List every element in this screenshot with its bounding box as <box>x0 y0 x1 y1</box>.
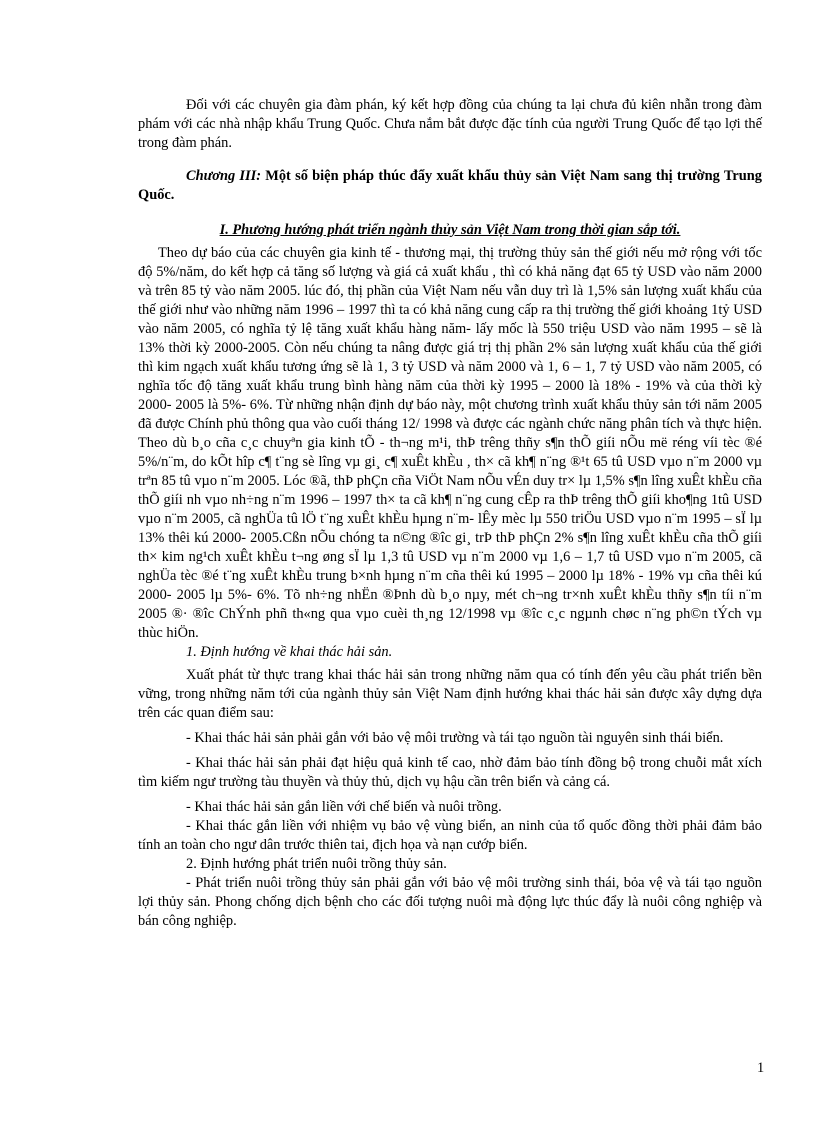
bullet-processing: - Khai thác hải sản gắn liền với chế biến và nuôi trồng. <box>186 799 502 815</box>
page-number: 1 <box>757 1060 765 1076</box>
document-body <box>138 96 762 931</box>
paragraph-fishing-intro: Xuất phát từ thực trang khai thác hải sản trong những năm qua có tính đến yêu cầu phát triển bền vững, trong những năm tới của ngành thủy sản Việt Nam định hướng khai thác hải sản được xây dựng dựa trên các quan điểm sau: <box>138 667 762 721</box>
paragraph-negotiators: Đối với các chuyên gia đàm phán, ký kết hợp đồng của chúng ta lại chưa đủ kiên nhẫn trong đàm phám với các nhà nhập khẩu Trung Quốc. Chưa nắm bắt được đặc tính của người Trung Quốc để tạo lợi thế trong đàm phán. <box>138 97 762 151</box>
bullet-aquaculture: - Phát triển nuôi trồng thủy sản phải gắn với bảo vệ môi trường sinh thái, bỏa vệ và tái tạo nguồn lợi thủy sản. Phong chống dịch bệnh cho các đối tượng nuôi mà động lực thúc đẩy là nuôi công nghiệp và bán công nghiệp. <box>138 875 762 929</box>
paragraph-forecast: Theo dự báo của các chuyên gia kinh tế - thương mại, thị trường thủy sản thế giới nếu mở rộng với tốc độ 5%/năm, do kết hợp cả tăng số lượng và giá cả xuất khẩu , thì có khả năng đạt 65 tỷ USD vào năm 2000 và trên 85 tỷ vào năm 2005. lúc đó, thị phần của Việt Nam nếu vẫn duy trì là 1,5% sản lượng xuất khẩu của thế giới như vào những năm 1996 – 1997 thì ta có khả năng cung cấp ra thị trường thế giới khoảng 1tỷ USD vào năm 2005, có nghĩa tỷ lệ tăng xuất khẩu hàng năm- lấy mốc là 550 triệu USD vào năm 1995 – sẽ là 13% thời kỳ 2000-2005. Còn nếu chúng ta nâng được giá trị thị phần 2% sản lượng xuất khẩu của thế giới thì kim ngạch xuất khẩu tương ứng sẽ là 1, 3 tỷ USD và năm 2000 và 1, 6 – 1, 7 tỷ USD vào năm 2005, có nghĩa tốc độ tăng xuất khẩu trung bình hàng năm của thời kỳ 1995 – 2000 là 18% - 19% và của thời kỳ 2000- 2005 là 5%- 6%. Từ những nhận định dự báo này, một chương trình xuất khẩu thủy sản tới năm 2005 đã được Chính phủ thông qua vào cuối tháng 12/ 1998 và được các ngành chức năng phân tích và thực hiện. Theo dù b¸o cña c¸c chuyªn gia kinh tÕ - th¬ng m¹i, thÞ trêng thñy s¶n thÕ giíi nÕu më réng víi tèc ®é 5%/n¨m, do kÕt hîp c¶ t¨ng sè lîng vµ gi¸ c¶ xuÊt khÈu , th× cã kh¶ n¨ng ®¹t 65 tû USD vµo n¨m 2000 vµ trªn 85 tû vµo n¨m 2005. Lóc ®ã, thÞ phÇn cña ViÖt Nam nÕu vÉn duy tr× lµ 1,5% s¶n lîng xuÊt khÈu cña thÕ giíi nh vµo nh÷ng n¨m 1996 – 1997 th× ta cã kh¶ n¨ng cung cÊp ra thÞ trêng thÕ giíi kho¶ng 1tû USD vµo n¨m 2005, cã nghÜa tû lÖ t¨ng xuÊt khÈu hµng n¨m- lÊy mèc lµ 550 triÖu USD vµo n¨m 1995 – sÏ lµ 13% thêi kú 2000- 2005.Cßn nÕu chóng ta n©ng ®îc gi¸ trÞ thÞ phÇn 2% s¶n lîng xuÊt khÈu cña thÕ giíi th× kim ng¹ch xuÊt khÈu t¬ng øng sÏ lµ 1,3 tû USD vµ n¨m 2000 vµ 1,6 – 1,7 tû USD vµo n¨m 2005, cã nghÜa tèc ®é t¨ng xuÊt khÈu trung b×nh hµng n¨m cña thêi kú 1995 – 2000 lµ 18% - 19% vµ cña thêi kú 2000- 2005 lµ 5%- 6%. Tõ nh÷ng nhËn ®Þnh dù b¸o nµy, mét ch¬ng tr×nh xuÊt khÈu thñy s¶n tíi n¨m 2005 ®· ®îc ChÝnh phñ th«ng qua vµo cuèi th¸ng 12/1998 vµ ®îc c¸c ngµnh chøc n¨ng ph©n tÝch vµ thùc hiÖn. <box>138 245 762 641</box>
subheading-aquaculture: 2. Định hướng phát triển nuôi trồng thủy sản. <box>186 856 447 872</box>
chapter-title: Một số biện pháp thúc đẩy xuất khẩu thủy sản Việt Nam sang thị trường Trung Quốc. <box>138 168 762 203</box>
chapter-heading <box>138 167 762 205</box>
bullet-efficiency: - Khai thác hải sản phải đạt hiệu quả kinh tế cao, nhờ đảm bảo tính đồng bộ trong chuỗi mắt xích tìm kiếm ngư trường tàu thuyền và thủy thủ, dịch vụ hậu cần trên biển và cảng cá. <box>138 755 762 790</box>
section-heading: I. Phương hướng phát triển ngành thủy sản Việt Nam trong thời gian sắp tới. <box>219 222 681 238</box>
chapter-label: Chương III: <box>186 168 262 184</box>
bullet-security: - Khai thác gắn liền với nhiệm vụ bảo vệ vùng biển, an ninh của tổ quốc đồng thời phải đảm bảo tính an toàn cho ngư dân trước thiên tai, địch họa và nạn cướp biển. <box>138 818 762 853</box>
bullet-environment: - Khai thác hải sản phải gắn với bảo vệ môi trường và tái tạo nguồn tài nguyên sinh thái biển. <box>186 730 724 746</box>
subheading-fishing: 1. Định hướng về khai thác hải sản. <box>186 644 393 660</box>
